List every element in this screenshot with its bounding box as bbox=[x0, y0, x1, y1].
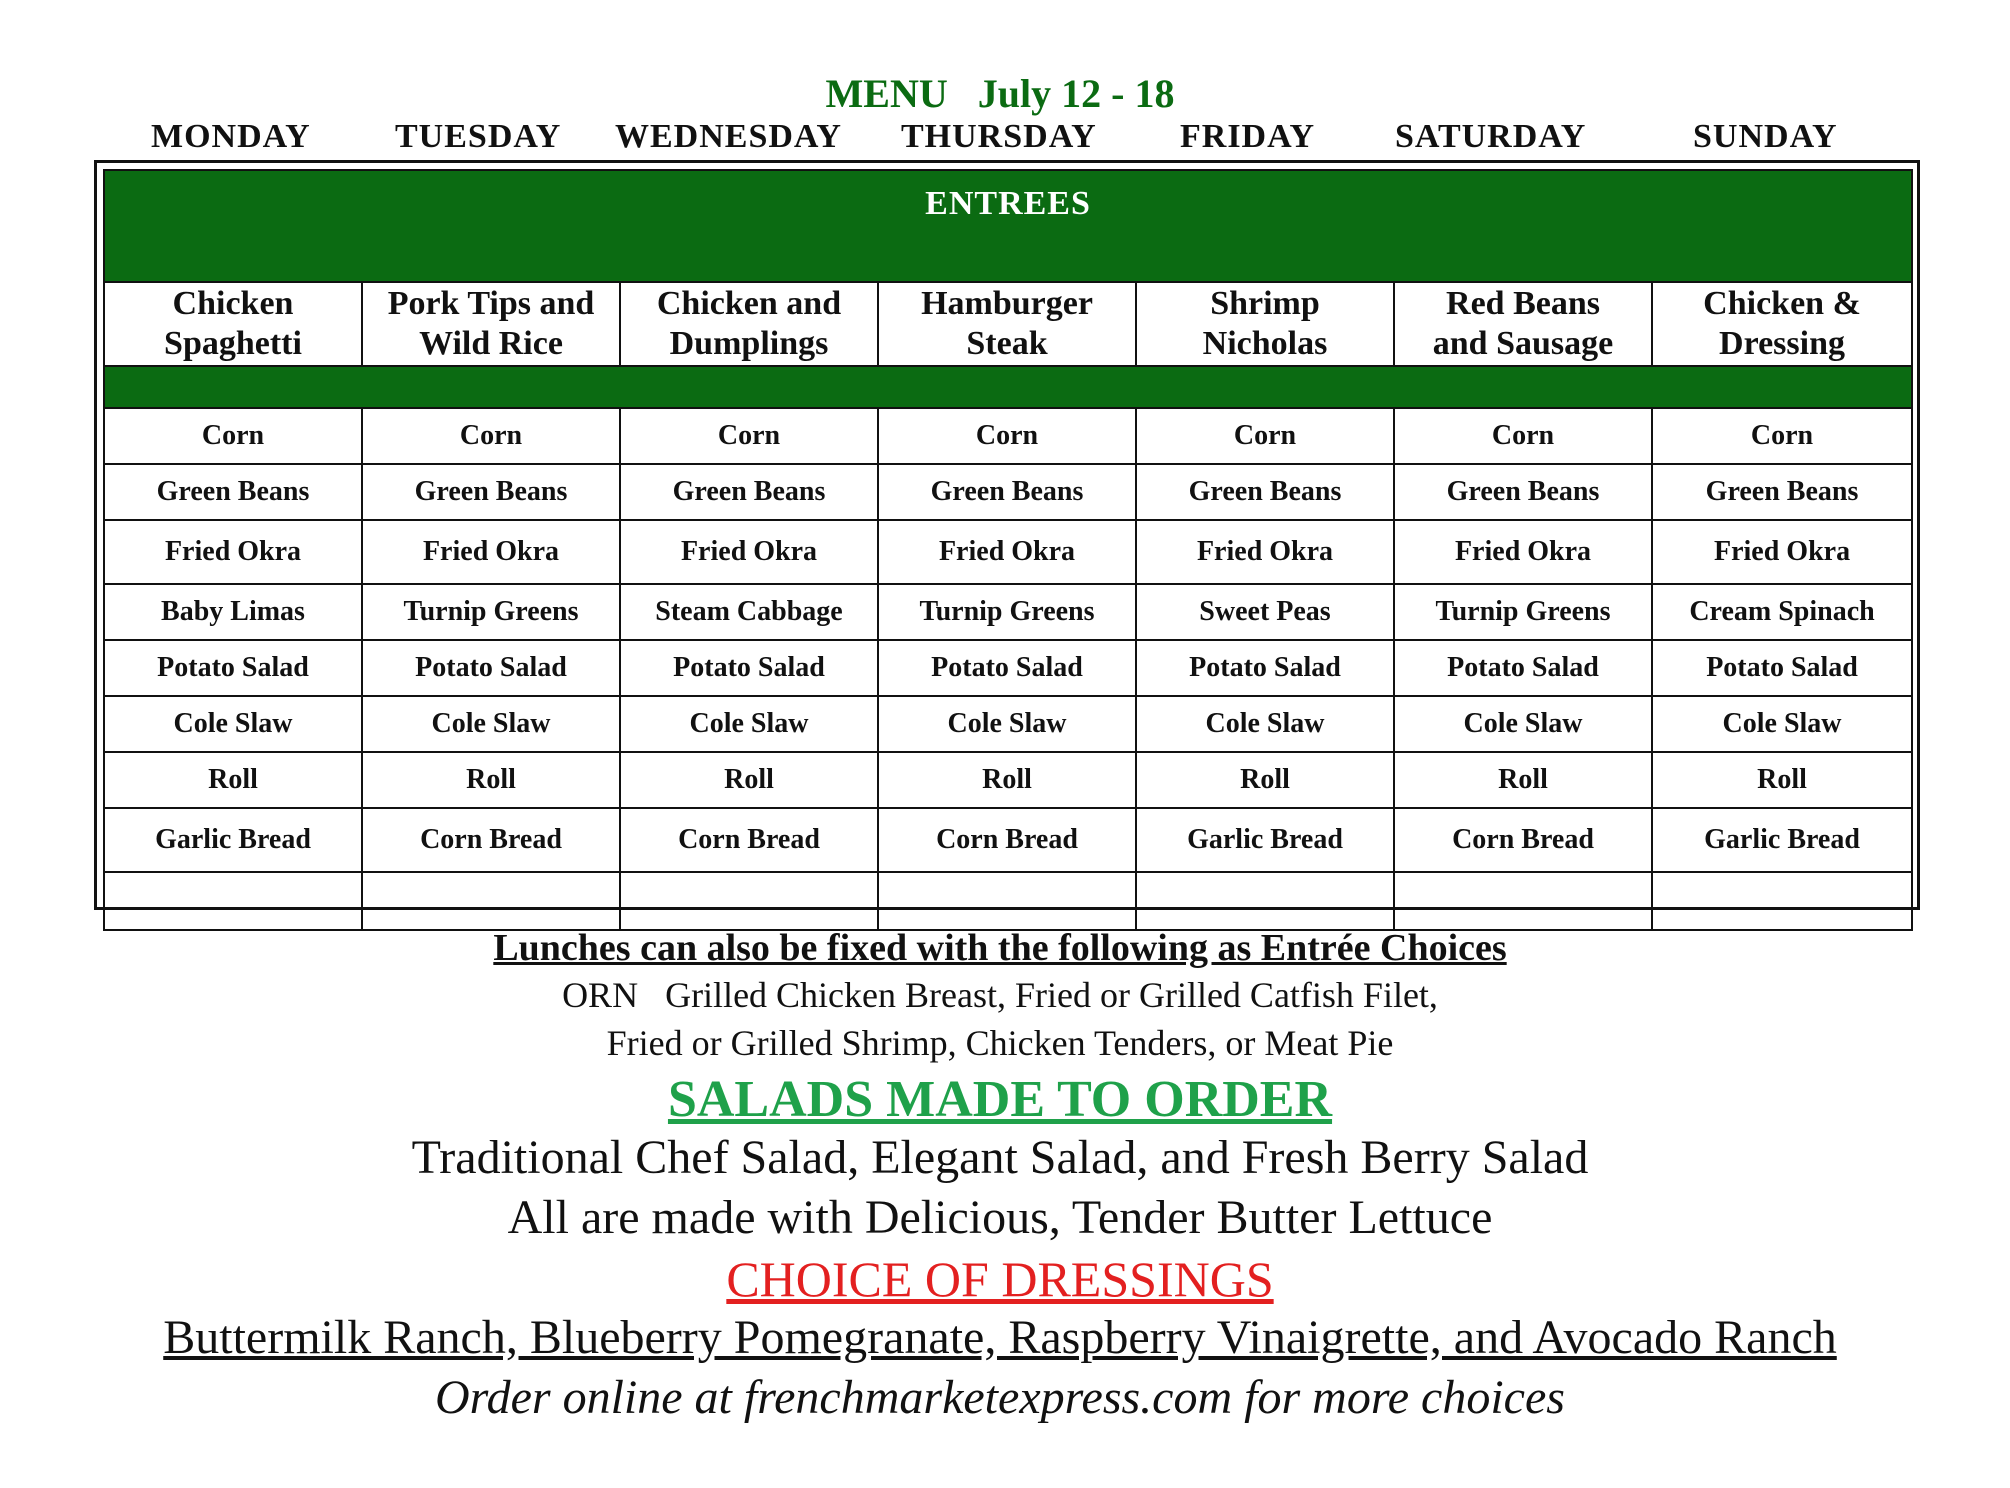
blank-row bbox=[104, 872, 1912, 930]
side-cell: Corn Bread bbox=[620, 808, 878, 872]
day-saturday: SATURDAY bbox=[1395, 118, 1587, 155]
side-cell: Potato Salad bbox=[1394, 640, 1652, 696]
side-cell: Green Beans bbox=[620, 464, 878, 520]
dressings-heading: CHOICE OF DRESSINGS bbox=[726, 1251, 1274, 1307]
side-cell: Roll bbox=[1136, 752, 1394, 808]
green-divider-band bbox=[104, 366, 1912, 408]
side-cell: Cole Slaw bbox=[620, 696, 878, 752]
side-cell: Roll bbox=[620, 752, 878, 808]
side-cell: Corn bbox=[1394, 408, 1652, 464]
side-cell: Corn Bread bbox=[362, 808, 620, 872]
entree-cell bbox=[1394, 282, 1652, 366]
side-cell: Corn bbox=[620, 408, 878, 464]
blank-cell bbox=[104, 872, 362, 930]
side-row bbox=[104, 408, 1912, 464]
entree-cell bbox=[620, 282, 878, 366]
side-cell: Roll bbox=[1652, 752, 1912, 808]
blank-cell bbox=[362, 872, 620, 930]
side-cell: Cole Slaw bbox=[1652, 696, 1912, 752]
entree-cell bbox=[1136, 282, 1394, 366]
entree-line: Red Beans bbox=[1446, 285, 1600, 322]
entree-row bbox=[104, 282, 1912, 366]
entree-line: Dumplings bbox=[669, 325, 829, 362]
side-cell: Roll bbox=[878, 752, 1136, 808]
sides-body bbox=[104, 408, 1912, 872]
side-cell: Cole Slaw bbox=[878, 696, 1136, 752]
entree-cell bbox=[1652, 282, 1912, 366]
entree-cell bbox=[362, 282, 620, 366]
side-cell: Green Beans bbox=[1394, 464, 1652, 520]
side-cell: Potato Salad bbox=[1652, 640, 1912, 696]
side-cell: Cream Spinach bbox=[1652, 584, 1912, 640]
side-cell: Cole Slaw bbox=[1394, 696, 1652, 752]
blank-cell bbox=[878, 872, 1136, 930]
order-online-link[interactable]: Order online at frenchmarketexpress.com for more choices bbox=[435, 1371, 1565, 1424]
day-monday: MONDAY bbox=[151, 118, 311, 155]
day-wednesday: WEDNESDAY bbox=[615, 118, 842, 155]
side-cell: Potato Salad bbox=[362, 640, 620, 696]
side-cell: Fried Okra bbox=[1652, 520, 1912, 584]
side-row bbox=[104, 584, 1912, 640]
side-cell: Baby Limas bbox=[104, 584, 362, 640]
side-cell: Fried Okra bbox=[1136, 520, 1394, 584]
salads-line-2: All are made with Delicious, Tender Butter Lettuce bbox=[507, 1191, 1493, 1244]
entree-line: Hamburger bbox=[921, 285, 1093, 322]
side-cell: Cole Slaw bbox=[104, 696, 362, 752]
entree-line: Pork Tips and bbox=[387, 285, 595, 322]
side-row bbox=[104, 464, 1912, 520]
side-cell: Garlic Bread bbox=[104, 808, 362, 872]
side-cell: Turnip Greens bbox=[878, 584, 1136, 640]
side-cell: Potato Salad bbox=[1136, 640, 1394, 696]
side-row bbox=[104, 752, 1912, 808]
side-cell: Green Beans bbox=[104, 464, 362, 520]
side-cell: Turnip Greens bbox=[362, 584, 620, 640]
entree-line: Wild Rice bbox=[419, 325, 563, 362]
side-cell: Garlic Bread bbox=[1136, 808, 1394, 872]
salads-heading: SALADS MADE TO ORDER bbox=[667, 1071, 1333, 1128]
alt-entree-heading: Lunches can also be fixed with the following as Entrée Choices bbox=[493, 927, 1507, 969]
blank-cell bbox=[620, 872, 878, 930]
side-cell: Steam Cabbage bbox=[620, 584, 878, 640]
blank-cell bbox=[1394, 872, 1652, 930]
side-cell: Corn bbox=[1136, 408, 1394, 464]
menu-frame bbox=[94, 160, 1920, 910]
side-cell: Roll bbox=[1394, 752, 1652, 808]
side-row bbox=[104, 696, 1912, 752]
side-cell: Corn Bread bbox=[878, 808, 1136, 872]
entree-cell bbox=[104, 282, 362, 366]
side-cell: Corn bbox=[104, 408, 362, 464]
blank-cell bbox=[1136, 872, 1394, 930]
side-cell: Potato Salad bbox=[620, 640, 878, 696]
menu-label: MENU bbox=[825, 71, 948, 116]
dressings-list: Buttermilk Ranch, Blueberry Pomegranate, Raspberry Vinaigrette, and Avocado Ranch bbox=[163, 1311, 1837, 1364]
blank-cell bbox=[1652, 872, 1912, 930]
entree-cell bbox=[878, 282, 1136, 366]
side-cell: Fried Okra bbox=[878, 520, 1136, 584]
side-row bbox=[104, 640, 1912, 696]
side-cell: Potato Salad bbox=[878, 640, 1136, 696]
entree-line: Chicken bbox=[172, 285, 294, 322]
day-headers bbox=[95, 118, 1935, 162]
side-cell: Cole Slaw bbox=[362, 696, 620, 752]
day-friday: FRIDAY bbox=[1180, 118, 1316, 155]
side-cell: Corn bbox=[1652, 408, 1912, 464]
entrees-band bbox=[104, 170, 1912, 282]
side-row bbox=[104, 808, 1912, 872]
side-cell: Green Beans bbox=[362, 464, 620, 520]
side-cell: Corn bbox=[362, 408, 620, 464]
alt-entree-line-1: ORN Grilled Chicken Breast, Fried or Grilled Catfish Filet, bbox=[562, 975, 1438, 1015]
day-thursday: THURSDAY bbox=[901, 118, 1097, 155]
side-cell: Garlic Bread bbox=[1652, 808, 1912, 872]
side-cell: Roll bbox=[104, 752, 362, 808]
date-range: July 12 - 18 bbox=[977, 71, 1175, 116]
side-cell: Green Beans bbox=[878, 464, 1136, 520]
side-cell: Fried Okra bbox=[620, 520, 878, 584]
salads-line-1: Traditional Chef Salad, Elegant Salad, and Fresh Berry Salad bbox=[411, 1131, 1589, 1184]
menu-table bbox=[103, 169, 1913, 931]
side-cell: Potato Salad bbox=[104, 640, 362, 696]
entree-line: Shrimp bbox=[1210, 285, 1320, 322]
side-row bbox=[104, 520, 1912, 584]
side-cell: Corn Bread bbox=[1394, 808, 1652, 872]
entree-line: Dressing bbox=[1719, 325, 1845, 362]
entree-line: Nicholas bbox=[1202, 325, 1328, 362]
side-cell: Fried Okra bbox=[362, 520, 620, 584]
side-cell: Sweet Peas bbox=[1136, 584, 1394, 640]
entree-line: Spaghetti bbox=[164, 325, 302, 362]
side-cell: Turnip Greens bbox=[1394, 584, 1652, 640]
entree-line: Chicken & bbox=[1703, 285, 1861, 322]
side-cell: Corn bbox=[878, 408, 1136, 464]
side-cell: Cole Slaw bbox=[1136, 696, 1394, 752]
entree-line: Steak bbox=[966, 325, 1048, 362]
side-cell: Fried Okra bbox=[1394, 520, 1652, 584]
alt-entree-line-2: Fried or Grilled Shrimp, Chicken Tenders, or Meat Pie bbox=[606, 1023, 1394, 1063]
side-cell: Roll bbox=[362, 752, 620, 808]
entrees-label: ENTREES bbox=[104, 170, 1912, 282]
menu-title bbox=[0, 70, 2000, 117]
day-sunday: SUNDAY bbox=[1693, 118, 1838, 155]
side-cell: Fried Okra bbox=[104, 520, 362, 584]
side-cell: Green Beans bbox=[1652, 464, 1912, 520]
side-cell: Green Beans bbox=[1136, 464, 1394, 520]
entree-line: Chicken and bbox=[656, 285, 842, 322]
day-tuesday: TUESDAY bbox=[395, 118, 562, 155]
entree-line: and Sausage bbox=[1432, 325, 1614, 362]
